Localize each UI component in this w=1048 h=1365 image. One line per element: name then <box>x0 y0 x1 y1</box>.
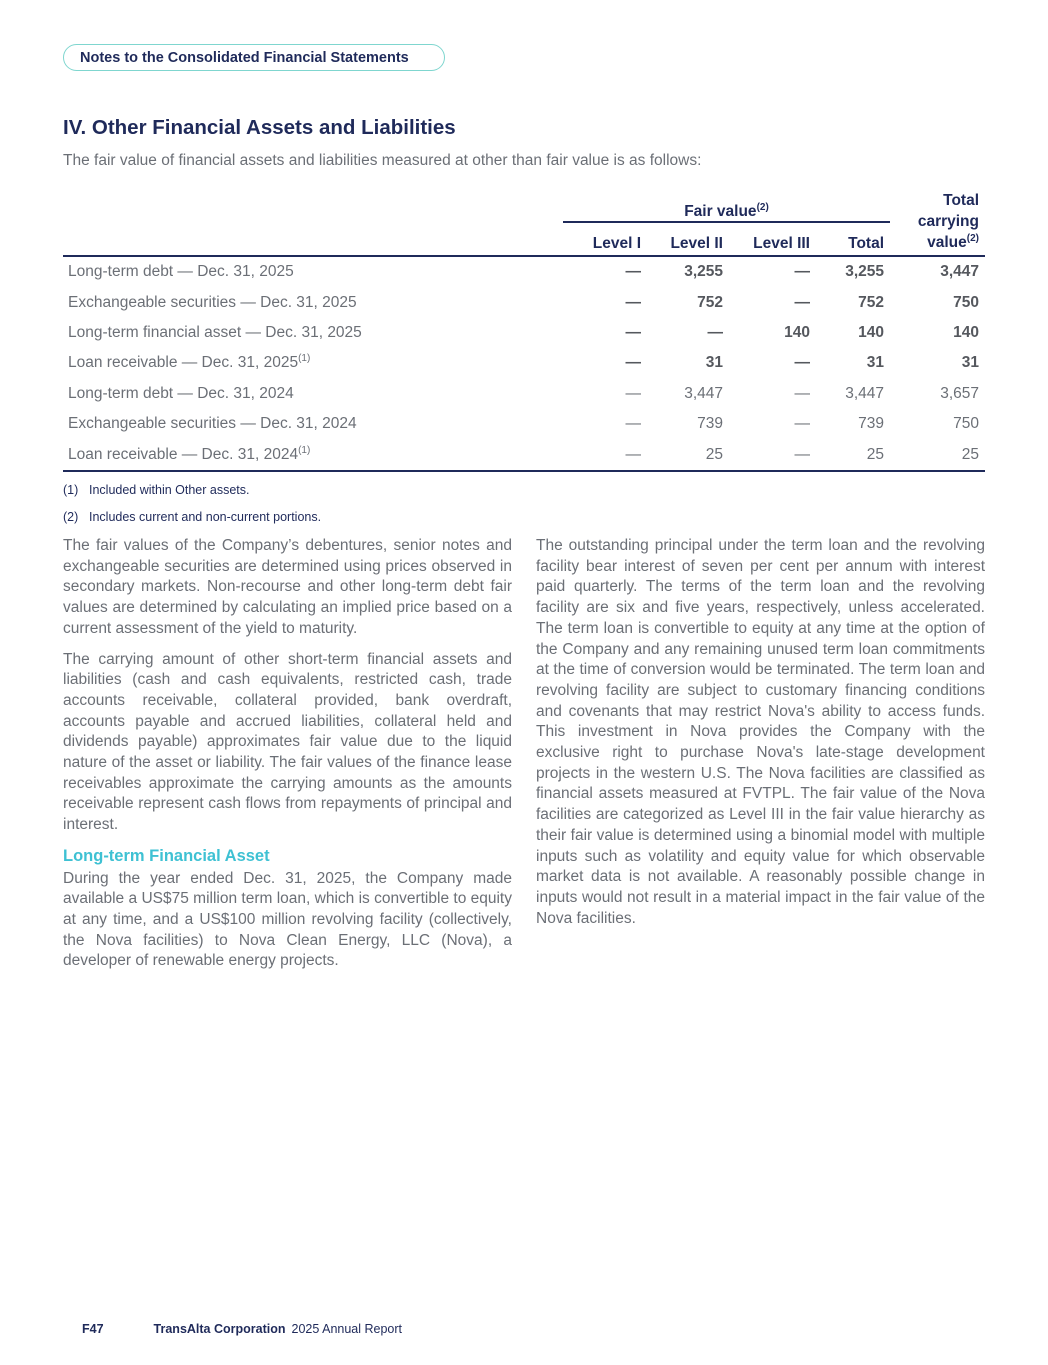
paragraph: The outstanding principal under the term loan and the revolving facility bear interest of seven per cent per annum with interest paid quarterly. The terms of the term loan and the revolving facility are six and five years, respectively, unless accelerated. The term loan is convertible to equity at any time at the option of the Company and any remaining unused term loan commitments at the time of conversion would be terminated. The term loan and revolving facility are subject to customary financing conditions and covenants that may restrict Nova's ability to access funds. This investment in Nova provides the Company with the exclusive right to purchase Nova's late-stage development projects in the western U.S. The Nova facilities are classified as financial assets measured at FVTPL. The fair value of the Nova facilities are categorized as Level III in the fair value hierarchy as their fair value is determined using a binomial model with multiple inputs such as volatility and equity value for which observable market data is not available. A reasonably possible change in inputs would not result in a material impact in the fair value of the Nova facilities. <box>536 537 985 927</box>
report-name: 2025 Annual Report <box>291 1322 403 1336</box>
col-header-level-1: Level I <box>563 222 647 256</box>
table-row <box>63 256 985 287</box>
cell-level-2: 3,447 <box>684 384 723 402</box>
company-name: TransAlta Corporation <box>153 1322 286 1336</box>
row-label: Exchangeable securities — Dec. 31, 2025 <box>68 293 357 311</box>
label-column-header <box>63 222 563 256</box>
paragraph: The fair values of the Company’s debentures, senior notes and exchangeable securities are determined using prices observed in secondary markets. Non-recourse and other long-term debt fair values are determined by calculating an implied price based on a current assessment of the yield to maturity. <box>63 537 512 637</box>
cell-carrying-value: 25 <box>890 439 985 470</box>
section-intro: The fair value of financial assets and liabilities measured at other than fair value is as follows: <box>63 152 702 169</box>
cell-level-2: 739 <box>697 415 723 433</box>
footnote-1: (1) Included within Other assets. <box>63 483 250 497</box>
cell-level-2: 3,255 <box>684 263 723 281</box>
table-row <box>63 287 985 317</box>
section-title: IV. Other Financial Assets and Liabilities <box>63 116 456 139</box>
footnote-2: (2) Includes current and non-current portions. <box>63 510 322 524</box>
footnote-ref: (2) <box>756 202 769 214</box>
cell-carrying-value: 750 <box>953 415 979 433</box>
cell-level-3: 140 <box>784 323 810 341</box>
col-header-total: Total <box>816 222 890 256</box>
left-text-column <box>63 536 512 982</box>
paragraph: During the year ended Dec. 31, 2025, the Company made available a US$75 million term loan, which is convertible to equity at any time, and a US$100 million revolving facility (collectively, the Nova facilities) to Nova Clean Energy, LLC (Nova), a developer of renewable energy projects. <box>63 869 512 970</box>
row-label: Long-term financial asset — Dec. 31, 2025 <box>68 323 362 341</box>
cell-carrying-value: 31 <box>961 354 979 372</box>
cell-total: 3,255 <box>845 263 884 281</box>
cell-level-1: — <box>625 354 641 372</box>
cell-carrying-value: 3,657 <box>940 384 979 402</box>
col-header-level-3: Level III <box>729 222 816 256</box>
fair-value-table <box>63 190 985 472</box>
section-pill: Notes to the Consolidated Financial Statements <box>63 44 445 71</box>
table-row <box>63 348 985 378</box>
row-label: Exchangeable securities — Dec. 31, 2024 <box>68 415 357 433</box>
page-footer <box>82 1322 402 1336</box>
cell-total: 31 <box>866 354 884 372</box>
table-row <box>63 409 985 439</box>
cell-carrying-value: 750 <box>953 293 979 311</box>
cell-total: 3,447 <box>845 384 884 402</box>
right-text-column <box>536 536 985 939</box>
cell-level-3: — <box>729 439 816 470</box>
cell-level-3: — <box>794 293 810 311</box>
cell-level-1: — <box>625 384 641 402</box>
table-row <box>63 379 985 409</box>
fair-value-group-header: Fair value$^{(2)}$ <box>563 190 890 222</box>
page-number: F47 <box>82 1322 104 1336</box>
cell-total: 739 <box>858 415 884 433</box>
subheading-long-term-financial-asset: Long-term Financial Asset <box>63 846 270 865</box>
cell-total: 752 <box>858 293 884 311</box>
cell-level-2: 31 <box>705 354 723 372</box>
table-row <box>63 318 985 348</box>
cell-level-2: 25 <box>647 439 729 470</box>
cell-level-3: — <box>794 354 810 372</box>
paragraph: The carrying amount of other short-term financial assets and liabilities (cash and cash equivalents, restricted cash, trade accounts receivable, collateral provided, bank overdraft, accounts payable and accrued liabilities, collateral held and dividends payable) approximates fair value due to the liquid nature of the asset or liability. The fair values of the finance lease receivables approximate the carrying amounts as the amounts receivable represent cash flows from repayments of principal and interest. <box>63 650 512 834</box>
cell-level-1: — <box>625 415 641 433</box>
total-carrying-value-header: Total carrying value$^{(2)}$ <box>890 190 985 256</box>
cell-level-3: — <box>794 415 810 433</box>
cell-level-1: — <box>625 263 641 281</box>
cell-carrying-value: 140 <box>953 323 979 341</box>
cell-level-2: 752 <box>697 293 723 311</box>
row-label: Long-term debt — Dec. 31, 2025 <box>68 263 294 281</box>
row-label: Loan receivable — Dec. 31, 2024$^{(1)}$ <box>63 439 563 470</box>
cell-level-3: — <box>794 263 810 281</box>
header-spacer <box>63 190 563 222</box>
row-label: Long-term debt — Dec. 31, 2024 <box>68 384 294 402</box>
cell-level-1: — <box>563 439 647 470</box>
cell-total: 140 <box>858 323 884 341</box>
table-row <box>63 439 985 470</box>
cell-level-1: — <box>625 293 641 311</box>
cell-total: 25 <box>816 439 890 470</box>
col-header-level-2: Level II <box>647 222 729 256</box>
cell-level-3: — <box>794 384 810 402</box>
row-label: Loan receivable — Dec. 31, 2025$^{(1)}$ <box>68 353 311 372</box>
cell-level-2: — <box>707 323 723 341</box>
cell-level-1: — <box>625 323 641 341</box>
cell-carrying-value: 3,447 <box>940 263 979 281</box>
footnote-ref: (2) <box>966 232 979 244</box>
